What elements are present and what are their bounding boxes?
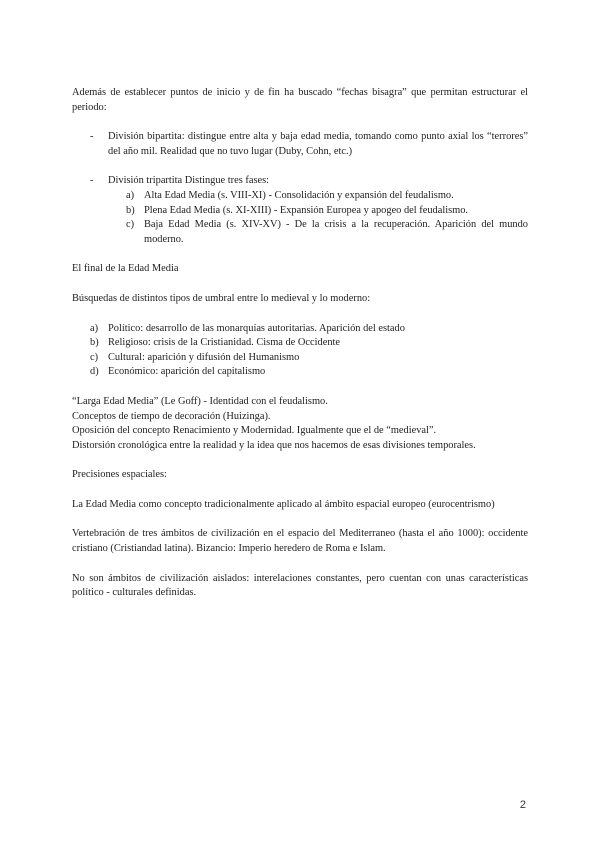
list-item	[90, 351, 528, 366]
list-item-text: División tripartita Distingue tres fases:	[108, 175, 270, 187]
periodization-list	[72, 130, 528, 247]
document-page	[72, 86, 528, 601]
note-line: Oposición del concepto Renacimiento y Modernidad. Igualmente que el de “medieval”.	[72, 425, 437, 437]
list-item	[126, 218, 528, 247]
list-item-text: Baja Edad Media (s. XIV-XV) - De la crisis a la recuperación. Aparición del mundo moderno.	[144, 219, 528, 245]
section-title: El final de la Edad Media	[72, 263, 179, 275]
note-line: Distorsión cronológica entre la realidad y la idea que nos hacemos de esas divisiones temporales.	[72, 439, 476, 451]
list-item-text: Económico: aparición del capitalismo	[108, 366, 266, 378]
umbral-list	[90, 322, 528, 380]
list-marker: a)	[90, 322, 99, 334]
list-marker: d)	[90, 366, 99, 378]
list-item	[126, 189, 528, 204]
list-marker: c)	[126, 219, 135, 231]
note-line: “Larga Edad Media” (Le Goff) - Identidad con el feudalismo.	[72, 395, 328, 407]
list-item	[126, 204, 528, 219]
list-marker: -	[90, 175, 94, 187]
precisiones-title: Precisiones espaciales:	[72, 469, 167, 481]
intro-paragraph: Además de establecer puntos de inicio y de fin ha buscado “fechas bisagra” que permitan estructurar el periodo:	[72, 87, 528, 113]
list-item-text: División bipartita: distingue entre alta y baja edad media, tomando como punto axial los “terrores” del año mil. Realidad que no tuvo lugar (Duby, Cohn, etc.)	[108, 131, 528, 157]
vertebracion-paragraph: Vertebración de tres ámbitos de civilización en el espacio del Mediterraneo (hasta el año 1000): occidente cristiano (Cristiandad latina). Bizancio: Imperio heredero de Roma e Islam.	[72, 528, 528, 555]
list-item-tripartita	[72, 174, 528, 247]
list-marker: -	[90, 131, 94, 143]
list-marker: b)	[90, 337, 99, 349]
ambitos-paragraph: No son ámbitos de civilización aislados: interelaciones constantes, pero cuentan con unas características político - culturales definidas.	[72, 572, 528, 599]
list-item	[90, 365, 528, 380]
list-marker: c)	[90, 351, 99, 363]
phase-sublist	[126, 189, 528, 247]
page-number: 2	[519, 799, 526, 811]
list-item-bipartita	[72, 130, 528, 159]
list-item-text: Político: desarrollo de las monarquías autoritarias. Aparición del estado	[108, 322, 405, 334]
list-item-text: Religioso: crisis de la Cristianidad. Cisma de Occidente	[108, 337, 341, 349]
list-marker: a)	[126, 189, 135, 201]
list-item-text: Plena Edad Media (s. XI-XIII) - Expansión Europea y apogeo del feudalismo.	[144, 204, 469, 216]
note-line: Conceptos de tiempo de decoración (Huizinga).	[72, 410, 271, 422]
eurocentrismo-paragraph: La Edad Media como concepto tradicionalmente aplicado al ámbito espacial europeo (eurocentrismo)	[72, 498, 495, 510]
busquedas-paragraph: Búsquedas de distintos tipos de umbral entre lo medieval y lo moderno:	[72, 292, 371, 304]
list-marker: b)	[126, 204, 135, 216]
list-item	[90, 322, 528, 337]
list-item-text: Cultural: aparición y difusión del Humanismo	[108, 351, 300, 363]
list-item-text: Alta Edad Media (s. VIII-XI) - Consolidación y expansión del feudalismo.	[144, 189, 454, 201]
list-item	[90, 336, 528, 351]
